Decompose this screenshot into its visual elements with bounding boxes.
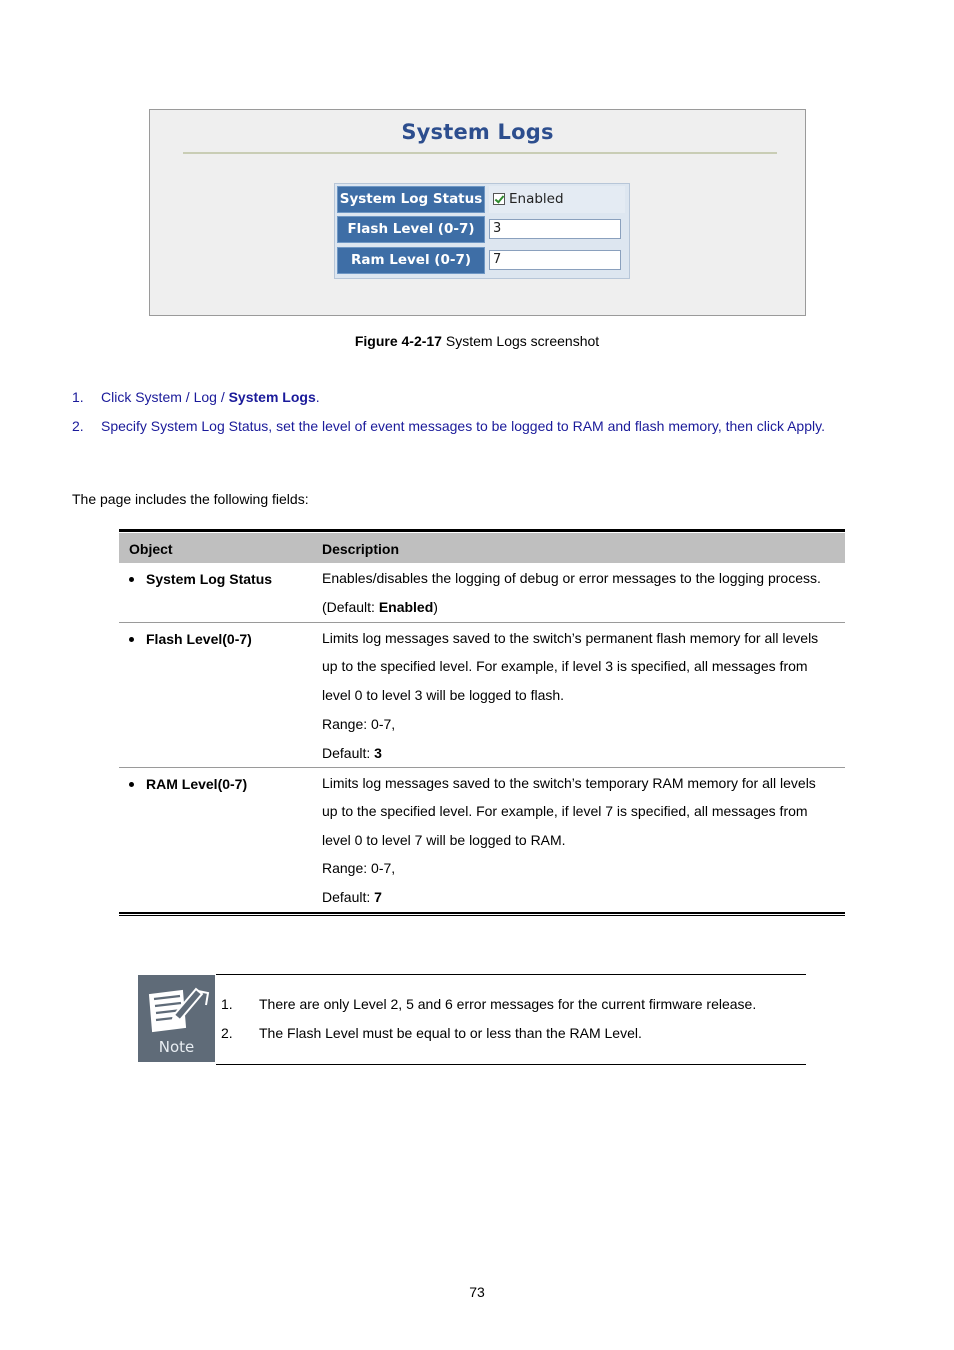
description-line [322, 803, 808, 819]
note-label: Note [158, 1038, 195, 1056]
object-name: System Log Status [146, 571, 273, 587]
note-item-text: There are only Level 2, 5 and 6 error messages for the current firmware release. [259, 996, 757, 1012]
notepad-pencil-icon [138, 975, 215, 1039]
system-log-status-row [337, 186, 627, 213]
description-bold: Enabled [378, 599, 434, 615]
table-row [119, 623, 845, 768]
description-text: up to the specified level. For example, if level 7 is specified, all messages from [322, 803, 808, 819]
table-row [119, 563, 845, 623]
figure-caption-text: System Logs screenshot [441, 333, 600, 349]
ram-level-input[interactable]: 7 [489, 250, 621, 270]
description-text: Limits log messages saved to the switch’s temporary RAM memory for all levels [322, 775, 816, 791]
intro-text: The page includes the following fields: [72, 491, 309, 507]
description-text: Default: [322, 889, 375, 905]
system-log-status-checkbox[interactable] [493, 193, 505, 205]
flash-level-cell [489, 216, 625, 243]
step-text [101, 389, 320, 405]
description-line [322, 889, 382, 905]
description-text: Default: [322, 745, 375, 761]
description-text: Range: 0-7, [322, 716, 396, 732]
step-text-bold: System Logs [228, 389, 316, 405]
table-top-rule [119, 529, 845, 532]
system-log-status-cell [489, 186, 625, 213]
title-divider [183, 152, 777, 154]
ram-level-row [337, 247, 627, 274]
description-line [322, 599, 438, 615]
description-text: ) [433, 599, 438, 615]
description-text: level 0 to level 3 will be logged to flash. [322, 687, 565, 703]
page-number: 73 [469, 1284, 485, 1300]
figure-number: Figure 4-2-17 [354, 333, 442, 349]
description-text: (Default: [322, 599, 379, 615]
description-line [322, 775, 816, 791]
note-item-number: 2. [221, 1025, 233, 1041]
flash-level-input[interactable]: 3 [489, 219, 621, 239]
description-line [322, 687, 564, 703]
description-line [322, 630, 818, 646]
ram-level-label: Ram Level (0-7) [337, 247, 485, 274]
description-line [322, 716, 395, 732]
table-row [119, 768, 845, 912]
note-item-number: 1. [221, 996, 233, 1012]
system-log-status-label: System Log Status [337, 186, 485, 213]
step-number: 2. [72, 418, 84, 434]
figure-caption [0, 333, 954, 349]
system-logs-screenshot [149, 109, 806, 316]
description-bold: 3 [374, 745, 382, 761]
description-text: level 0 to level 7 will be logged to RAM. [322, 832, 566, 848]
description-bold: 7 [374, 889, 382, 905]
step-text-pre: Click System / Log / [101, 389, 229, 405]
table-bottom-rule [119, 912, 845, 916]
note-icon [138, 975, 215, 1062]
flash-level-label: Flash Level (0-7) [337, 216, 485, 243]
object-name: Flash Level(0-7) [146, 631, 252, 647]
ram-level-cell [489, 247, 625, 274]
flash-level-row [337, 216, 627, 243]
description-line [322, 658, 808, 674]
step-text [101, 418, 825, 434]
header-description: Description [322, 541, 400, 557]
object-name: RAM Level(0-7) [146, 776, 248, 792]
description-text: up to the specified level. For example, if level 3 is specified, all messages from [322, 658, 808, 674]
note-item-text: The Flash Level must be equal to or less than the RAM Level. [259, 1025, 642, 1041]
step-text-pre: Specify System Log Status, set the level of event messages to be logged to RAM and flash memory, then click Apply. [101, 418, 825, 434]
system-log-status-value: Enabled [509, 191, 564, 207]
note-content [216, 974, 806, 1065]
panel-title: System Logs [401, 120, 554, 144]
system-logs-form [334, 183, 630, 279]
description-line [322, 832, 566, 848]
table-header [119, 533, 845, 563]
description-line [322, 745, 382, 761]
system-log-status-checkbox-wrap[interactable] [489, 186, 625, 213]
description-line [322, 570, 821, 586]
step-text-post: . [315, 389, 320, 405]
step-number: 1. [72, 389, 84, 405]
description-line [322, 860, 395, 876]
description-text: Limits log messages saved to the switch’s permanent flash memory for all levels [322, 630, 819, 646]
header-object: Object [129, 541, 173, 557]
description-text: Range: 0-7, [322, 860, 396, 876]
description-text: Enables/disables the logging of debug or error messages to the logging process. [322, 570, 821, 586]
